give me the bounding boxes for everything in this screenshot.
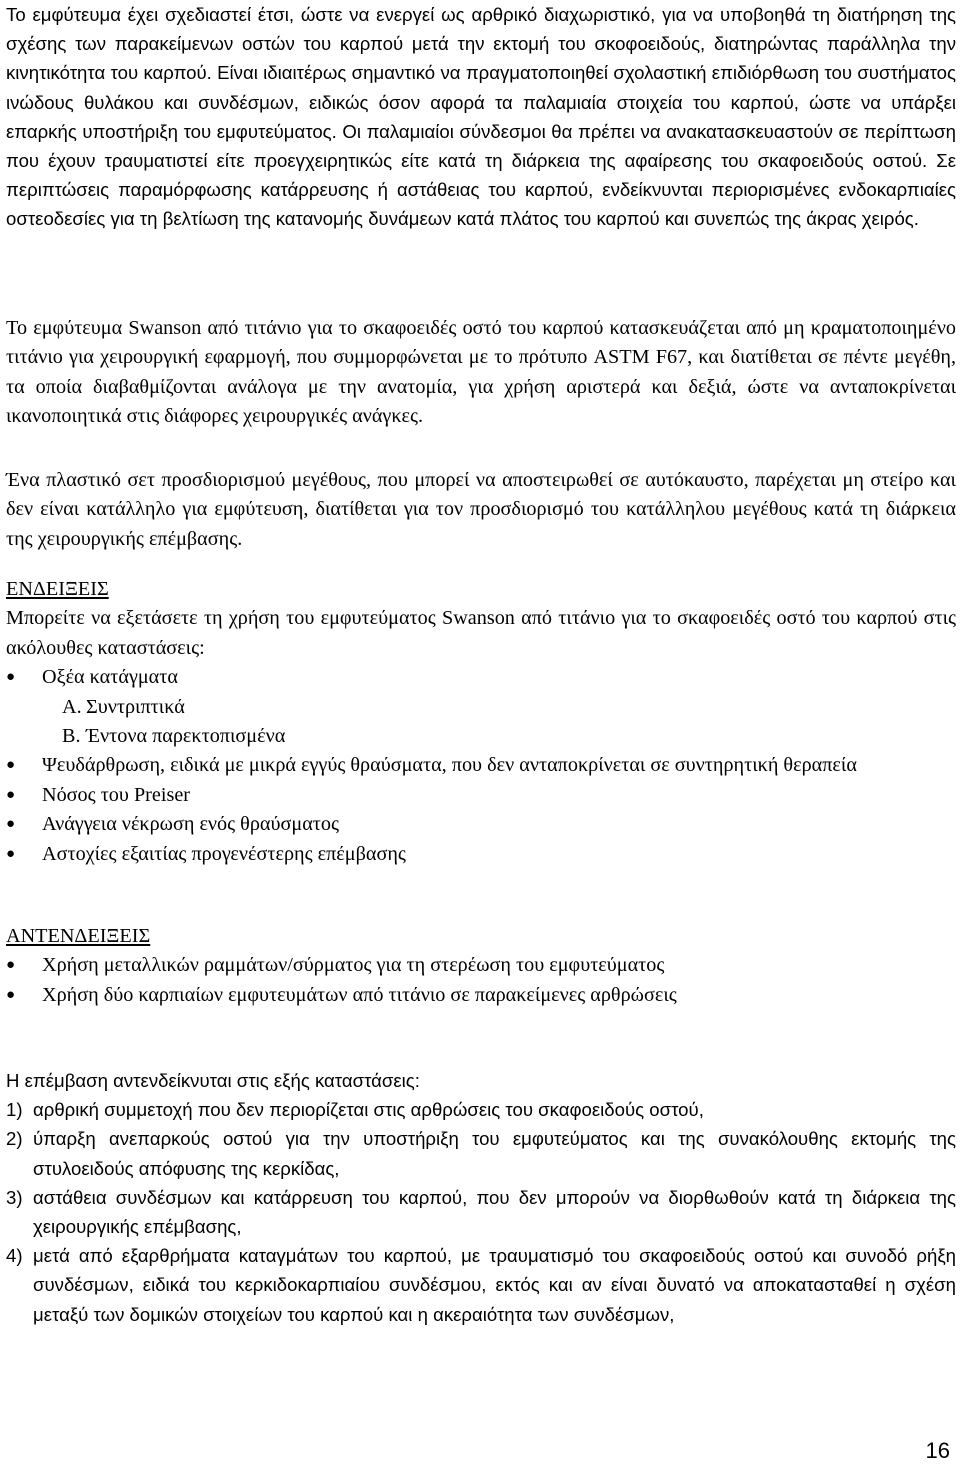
indications-intro: Μπορείτε να εξετάσετε τη χρήση του εμφυτεύματος Swanson από τιτάνιο για το σκαφοειδές οστό του καρπού στις ακόλουθες καταστάσεις: — [6, 607, 956, 659]
procedure-list — [6, 1095, 956, 1329]
item-number: 4) — [6, 1245, 23, 1267]
list-item — [6, 751, 956, 780]
numbered-item — [6, 1241, 956, 1329]
item-text: αστάθεια συνδέσμων και κατάρρευση του καρπού, που δεν μπορούν να διορθωθούν κατά τη διάρκεια της χειρουργικής επέμβασης, — [33, 1186, 956, 1238]
list-item — [6, 840, 956, 869]
sublist-item — [6, 693, 956, 722]
item-number: 1) — [6, 1099, 23, 1121]
numbered-item — [6, 1095, 956, 1124]
sublist-container — [6, 693, 956, 752]
list-item-text: Ψευδάρθρωση, ειδικά με μικρά εγγύς θραύσματα, που δεν ανταποκρίνεται σε συντηρητική θεραπεία — [42, 754, 857, 777]
contraindications-list — [6, 951, 956, 1010]
numbered-item — [6, 1124, 956, 1182]
page-number: 16 — [925, 1438, 950, 1463]
indications-section — [6, 575, 956, 869]
list-item — [6, 981, 956, 1010]
list-item-text: Αστοχίες εξαιτίας προγενέστερης επέμβασης — [42, 842, 406, 865]
list-item-text: Χρήση δύο καρπιαίων εμφυτευμάτων από τιτάνιο σε παρακείμενες αρθρώσεις — [42, 983, 677, 1006]
list-item — [6, 663, 956, 692]
bullet-icon: ● — [6, 845, 16, 862]
sublist-marker: A. — [62, 695, 82, 718]
bullet-icon: ● — [6, 957, 16, 974]
list-item-text: Οξέα κατάγματα — [42, 666, 178, 689]
indications-heading: ΕΝΔΕΙΞΕΙΣ — [6, 578, 109, 600]
item-number: 2) — [6, 1128, 23, 1150]
item-text: μετά από εξαρθρήματα καταγμάτων του καρπού, με τραυματισμό του σκαφοειδούς οστού και συνοδό ρήξη συνδέσμων, ειδικά του κερκιδοκαρπιαίου συνδέσμου, εκτός και αν είναι δυνατό να αποκατασταθεί η σχέση μεταξύ των δομικών στοιχείων του καρπού και η ακεραιότητα των συνδέσμων, — [33, 1245, 956, 1325]
bullet-icon: ● — [6, 669, 16, 686]
bullet-icon: ● — [6, 786, 16, 803]
sizer-paragraph: Ένα πλαστικό σετ προσδιορισμού μεγέθους, που μπορεί να αποστειρωθεί σε αυτόκαυστο, παρέχεται μη στείρο και δεν είναι κατάλληλο για εμφύτευση, διατίθεται για τον προσδιορισμό του κατάλληλου μεγέθους κατά τη διάρκεια της χειρουργικής επέμβασης. — [6, 469, 956, 550]
contraindications-heading: ΑΝΤΕΝΔΕΙΞΕΙΣ — [6, 925, 151, 947]
sublist-item-text: Συντριπτικά — [86, 695, 185, 718]
numbered-item — [6, 1183, 956, 1241]
product-paragraph: Το εμφύτευμα Swanson από τιτάνιο για το σκαφοειδές οστό του καρπού κατασκευάζεται από μη κραματοποιημένο τιτάνιο για χειρουργική εφαρμογή, που συμμορφώνεται με το πρότυπο ASTM F67, και διατίθεται σε πέντε μεγέθη, τα οποία διαβαθμίζονται ανάλογα με την ανατομία, για χρήση αριστερά και δεξιά, ώστε να ανταποκρίνεται ικανοποιητικά στις διάφορες χειρουργικές ανάγκες. — [6, 317, 956, 428]
list-item — [6, 810, 956, 839]
fracture-subtypes-list — [6, 693, 956, 752]
list-item-text: Χρήση μεταλλικών ραμμάτων/σύρματος για τη στερέωση του εμφυτεύματος — [42, 954, 665, 977]
bullet-icon: ● — [6, 986, 16, 1003]
indications-list — [6, 663, 956, 869]
sublist-item-text: Έντονα παρεκτοπισμένα — [86, 725, 286, 748]
bullet-icon: ● — [6, 757, 16, 774]
list-item — [6, 781, 956, 810]
sublist-marker: B. — [62, 725, 81, 748]
procedure-contraindications-section — [6, 1066, 956, 1329]
item-number: 3) — [6, 1186, 23, 1208]
list-item — [6, 951, 956, 980]
item-text: ύπαρξη ανεπαρκούς οστού για την υποστήριξη του εμφυτεύματος και της συνακόλουθης εκτομής της στυλοειδούς απόφυσης της κερκίδας, — [33, 1128, 956, 1179]
sublist-item — [6, 722, 956, 751]
intro-paragraph: Το εμφύτευμα έχει σχεδιαστεί έτσι, ώστε να ενεργεί ως αρθρικό διαχωριστικό, για να υποβοηθά τη διατήρηση της σχέσης των παρακείμενων οστών του καρπού μετά την εκτομή του σκοφοειδούς, διατηρώντας παράλληλα την κινητικότητα του καρπού. Είναι ιδιαιτέρως σημαντικό να πραγματοποιηθεί σχολαστική επιδιόρθωση του συστήματος ινώδους θυλάκου και συνδέσμων, ειδικώς όσον αφορά τα παλαμιαία στοιχεία του καρπού, ώστε να υπάρξει επαρκής υποστήριξη του εμφυτεύματος. Οι παλαμιαίοι σύνδεσμοι θα πρέπει να ανακατασκευαστούν σε περίπτωση που έχουν τραυματιστεί είτε προεγχειρητικώς είτε κατά τη διάρκεια της αφαίρεσης του σκαφοειδούς οστού. Σε περιπτώσεις παραμόρφωσης κατάρρευσης ή αστάθειας του καρπού, ενδείκνυνται περιορισμένες ενδοκαρπιαίες οστεοδεσίες για τη βελτίωση της κατανομής δυνάμεων κατά πλάτος του καρπού και συνεπώς της άκρας χειρός. — [6, 4, 956, 230]
list-item-text: Ανάγγεια νέκρωση ενός θραύσματος — [42, 813, 339, 836]
item-text: αρθρική συμμετοχή που δεν περιορίζεται στις αρθρώσεις του σκαφοειδούς οστού, — [33, 1099, 704, 1121]
list-item-text: Νόσος του Preiser — [42, 783, 190, 806]
bullet-icon: ● — [6, 816, 16, 833]
procedure-intro: Η επέμβαση αντενδείκνυται στις εξής καταστάσεις: — [6, 1070, 420, 1091]
contraindications-section — [6, 922, 956, 1010]
